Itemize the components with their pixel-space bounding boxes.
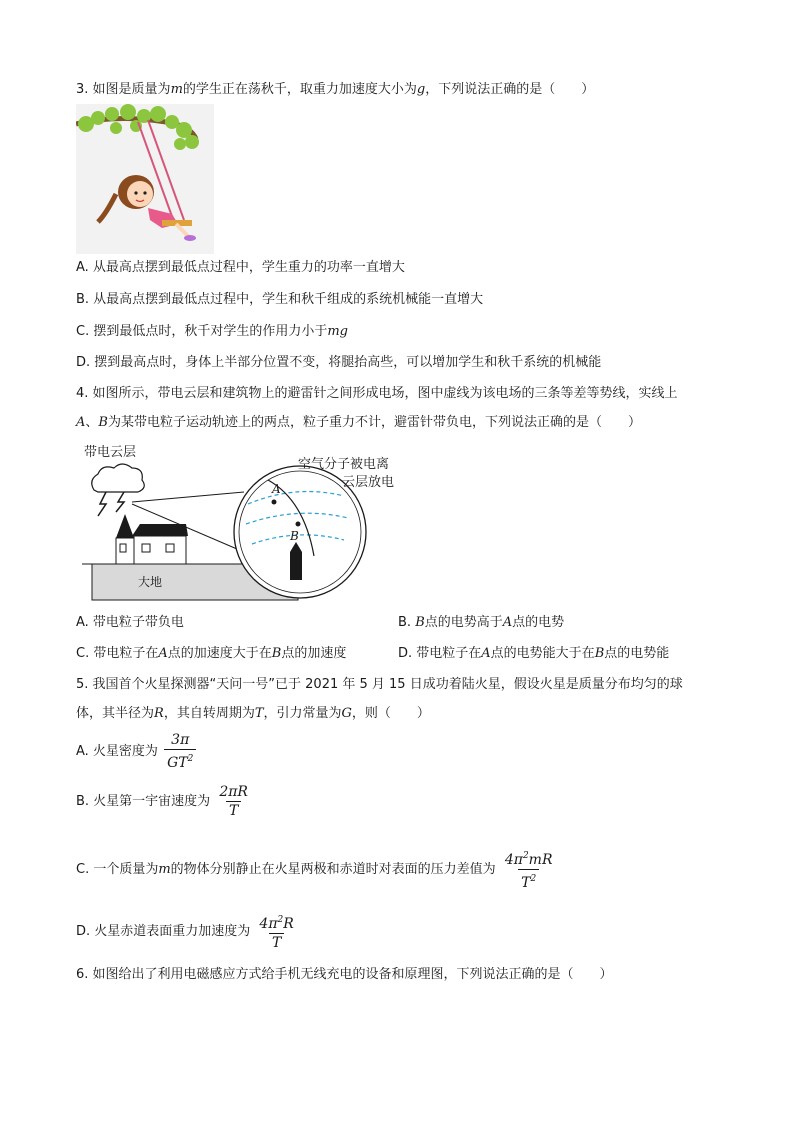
label-point-a: A: [272, 482, 281, 496]
q5-option-b: B. 火星第一宇宙速度为 $\frac{2\pi R}{T}$: [76, 784, 251, 819]
lightning-field-diagram: [76, 440, 406, 605]
q4-number: 4.: [76, 386, 89, 401]
q3-option-a: A. 从最高点摆到最低点过程中，学生重力的功率一直增大: [76, 260, 405, 275]
q3-option-b: B. 从最高点摆到最低点过程中，学生和秋千组成的系统机械能一直增大: [76, 292, 484, 307]
fraction-equator-gravity: $\frac{4\pi^2R}{T}$: [259, 915, 294, 951]
q6-number: 6.: [76, 967, 89, 982]
q3-stem: 3. 如图是质量为m的学生正在荡秋千，取重力加速度大小为g，下列说法正确的是（ ）: [76, 82, 595, 97]
q4-option-b: B. B点的电势高于A点的电势: [398, 615, 565, 630]
label-air-ionized: 空气分子被电离: [298, 457, 390, 472]
q4-option-c: C. 带电粒子在A点的加速度大于在B点的加速度: [76, 646, 347, 661]
q5-stem-line2: 体，其半径为R，其自转周期为T，引力常量为G，则（ ）: [76, 706, 430, 721]
fraction-first-cosmic-velocity: $\frac{2\pi R}{T}$: [219, 784, 248, 819]
q3-option-d: D. 摆到最高点时，身体上半部分位置不变，将腿抬高些，可以增加学生和秋千系统的机械能: [76, 355, 602, 370]
label-charged-cloud: 带电云层: [84, 445, 137, 460]
q5-option-a: A. 火星密度为 $\frac{3\pi}{GT^2}$: [76, 732, 196, 771]
label-cloud-discharge: 云层放电: [342, 475, 395, 490]
q4-option-d: D. 带电粒子在A点的电势能大于在B点的电势能: [398, 646, 670, 661]
q5-stem-line1: 5. 我国首个火星探测器“天问一号”已于 2021 年 5 月 15 日成功着陆火星，假设火星是质量分布均匀的球: [76, 677, 683, 692]
q3-option-c: C. 摆到最低点时，秋千对学生的作用力小于mg: [76, 324, 348, 339]
fraction-density: $\frac{3\pi}{GT^2}$: [164, 732, 196, 771]
label-point-b: B: [290, 529, 299, 543]
q4-option-a: A. 带电粒子带负电: [76, 615, 184, 630]
q4-stem-line1: 4. 如图所示，带电云层和建筑物上的避雷针之间形成电场，图中虚线为该电场的三条等差等势线，实线上: [76, 386, 678, 401]
q5-option-d: D. 火星赤道表面重力加速度为 $\frac{4\pi^2R}{T}$: [76, 912, 297, 951]
q3-number: 3.: [76, 82, 89, 97]
fraction-pressure-difference: $\frac{4\pi^2mR}{T^2}$: [504, 851, 553, 891]
q4-stem-line2: A、B为某带电粒子运动轨迹上的两点，粒子重力不计，避雷针带负电，下列说法正确的是（ ）: [76, 415, 641, 430]
label-ground: 大地: [138, 575, 163, 589]
q5-option-c: C. 一个质量为m的物体分别静止在火星两极和赤道时对表面的压力差值为 $\frac{4\pi^2mR}{T^2}$: [76, 848, 556, 891]
q5-number: 5.: [76, 677, 89, 692]
q6-stem: 6. 如图给出了利用电磁感应方式给手机无线充电的设备和原理图，下列说法正确的是（ ）: [76, 967, 613, 982]
swing-illustration: [76, 104, 214, 254]
